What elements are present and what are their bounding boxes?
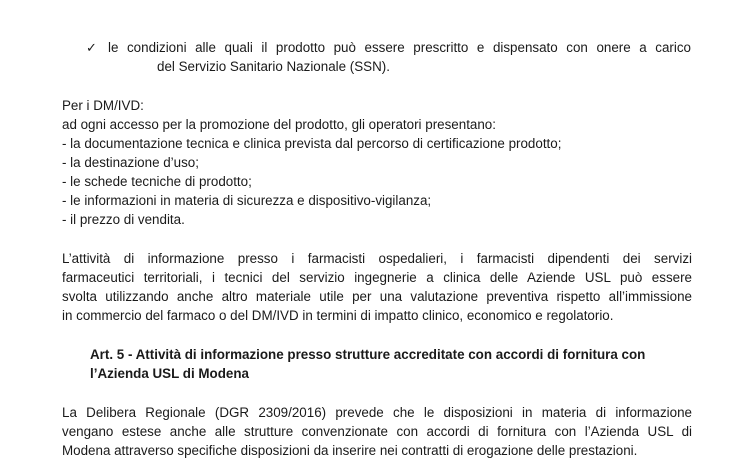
article-title-line-1: Art. 5 - Attività di informazione presso strutture accreditate con accordi di fornitura con xyxy=(90,347,646,362)
paragraph-line: in commercio del farmaco o del DM/IVD in termini di impatto clinico, economico e regolatorio. xyxy=(62,308,614,323)
dmivd-list-item: - le schede tecniche di prodotto; xyxy=(62,174,252,189)
paragraph-line: L’attività di informazione presso i farmacisti ospedalieri, i farmacisti dipendenti dei servizi xyxy=(62,251,692,266)
bullet-line-2: del Servizio Sanitario Nazionale (SSN). xyxy=(157,59,390,74)
article-title-line-2: l’Azienda USL di Modena xyxy=(90,366,249,381)
paragraph-line: svolta utilizzando anche altro materiale utile per una valutazione preventiva rispetto all’immissione xyxy=(62,289,692,304)
paragraph-line: vengano estese anche alle strutture convenzionate con accordi di fornitura con l’Azienda USL di xyxy=(62,424,692,439)
paragraph-line: La Delibera Regionale (DGR 2309/2016) prevede che le disposizioni in materia di informazione xyxy=(62,405,692,420)
checkmark-icon: ✓ xyxy=(86,40,97,55)
dmivd-intro: ad ogni accesso per la promozione del prodotto, gli operatori presentano: xyxy=(62,117,496,132)
paragraph-line: Modena attraverso specifiche disposizioni da inserire nei contratti di erogazione delle prestazioni. xyxy=(62,443,638,458)
dmivd-heading: Per i DM/IVD: xyxy=(62,98,144,113)
dmivd-list-item: - la documentazione tecnica e clinica prevista dal percorso di certificazione prodotto; xyxy=(62,136,562,151)
dmivd-list-item: - la destinazione d’uso; xyxy=(62,155,199,170)
dmivd-list-item: - il prezzo di vendita. xyxy=(62,212,185,227)
dmivd-list-item: - le informazioni in materia di sicurezza e dispositivo-vigilanza; xyxy=(62,193,432,208)
bullet-line-1: le condizioni alle quali il prodotto può essere prescritto e dispensato con onere a carico xyxy=(108,40,691,55)
paragraph-line: farmaceutici territoriali, i tecnici del servizio ingegnerie a clinica delle Aziende USL può essere xyxy=(62,270,692,285)
